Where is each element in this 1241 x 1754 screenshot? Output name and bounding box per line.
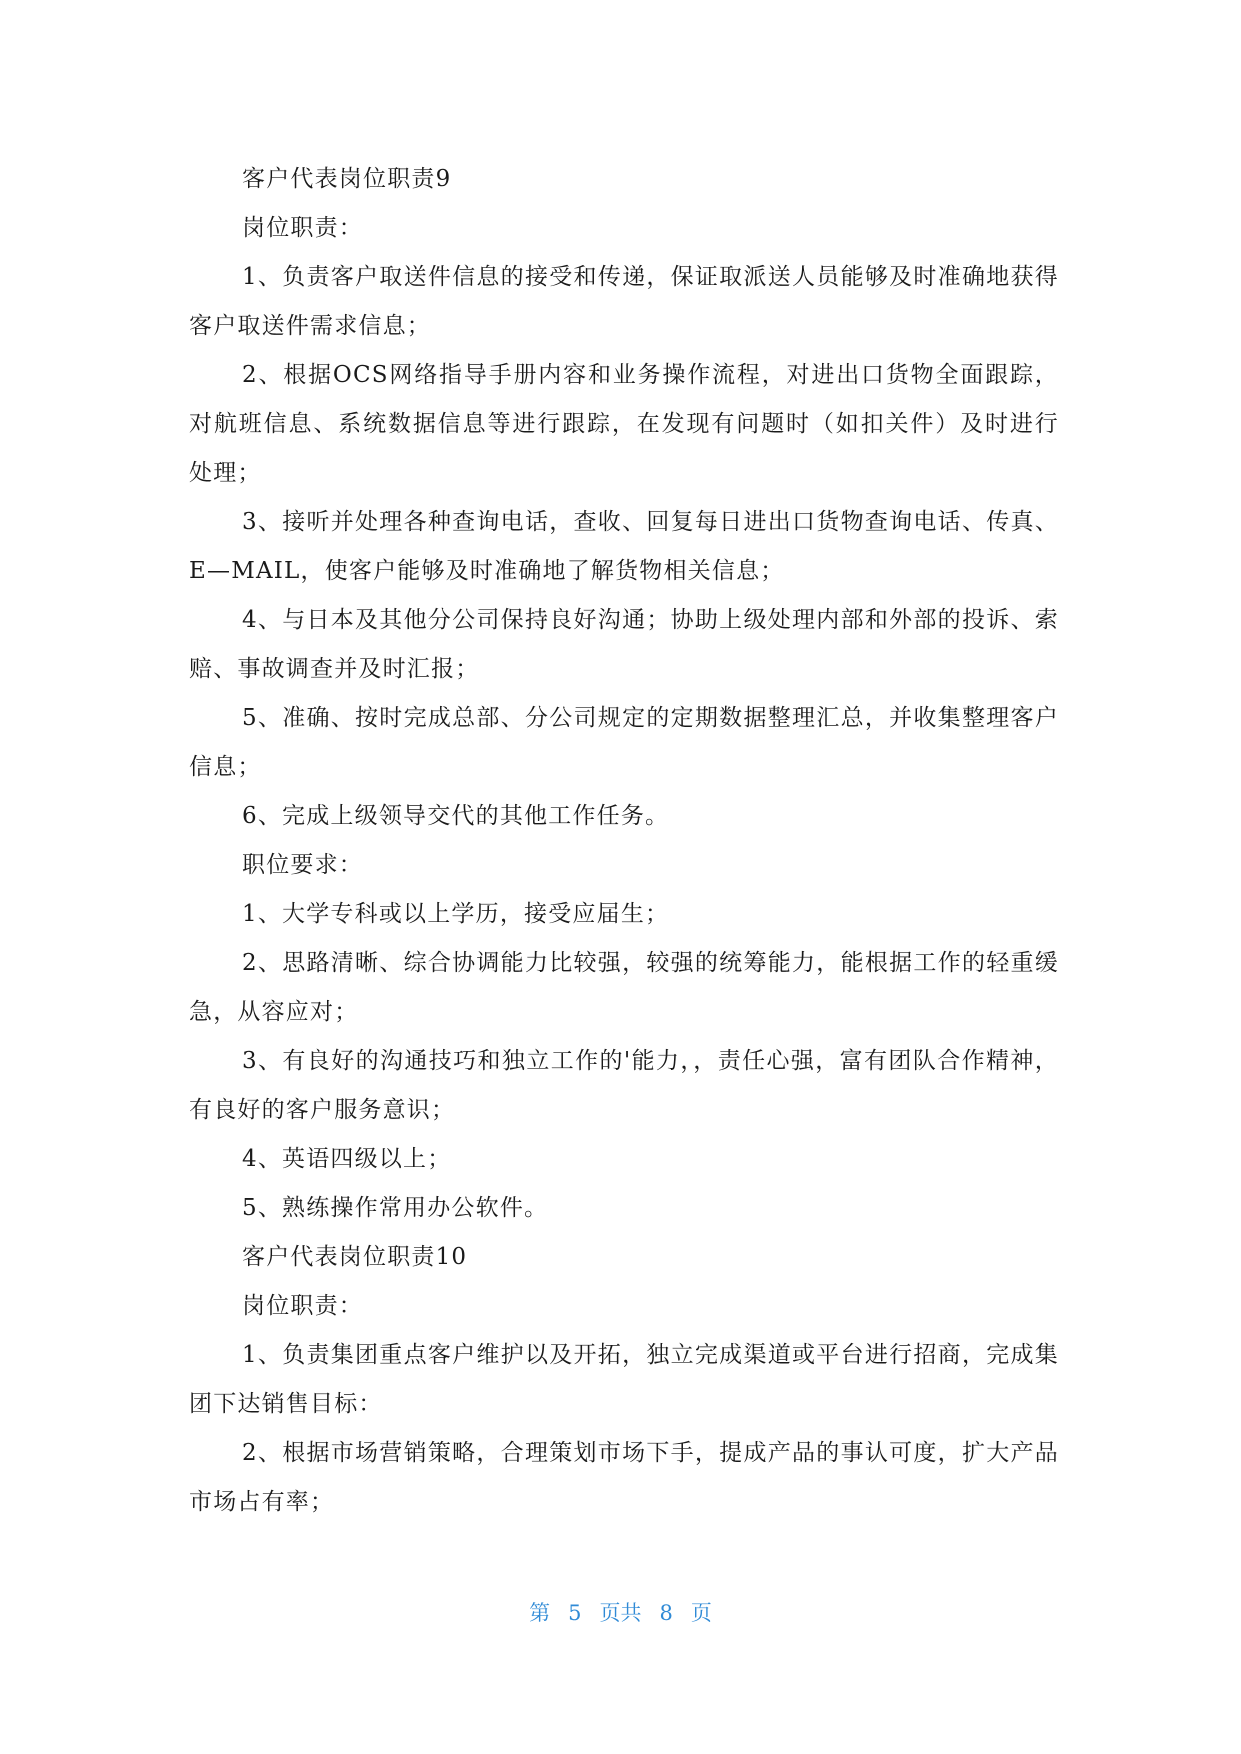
document-body — [189, 155, 1059, 1527]
requirements-heading: 职位要求： — [242, 852, 363, 878]
duty-item: 1、负责集团重点客户维护以及开拓，独立完成渠道或平台进行招商，完成集团下达销售目标： — [189, 1342, 1059, 1417]
requirement-item: 4、英语四级以上； — [242, 1146, 452, 1172]
duty-item: 3、接听并处理各种查询电话，查收、回复每日进出口货物查询电话、传真、E—MAIL，使客户能够及时准确地了解货物相关信息； — [189, 509, 1059, 584]
page-number-footer — [0, 1598, 1241, 1628]
footer-total-pages: 8 — [659, 1601, 673, 1625]
footer-prefix: 第 — [529, 1601, 551, 1625]
requirement-item: 2、思路清晰、综合协调能力比较强，较强的统筹能力，能根据工作的轻重缓急，从容应对； — [189, 950, 1059, 1025]
requirement-item: 3、有良好的沟通技巧和独立工作的'能力，，责任心强，富有团队合作精神，有良好的客户服务意识； — [189, 1048, 1059, 1123]
requirement-item: 5、熟练操作常用办公软件。 — [242, 1195, 549, 1221]
duty-item: 2、根据OCS网络指导手册内容和业务操作流程，对进出口货物全面跟踪，对航班信息、系统数据信息等进行跟踪，在发现有问题时（如扣关件）及时进行处理； — [189, 362, 1059, 486]
footer-suffix: 页 — [690, 1601, 712, 1625]
footer-current-page: 5 — [568, 1601, 582, 1625]
duty-item: 1、负责客户取送件信息的接受和传递，保证取派送人员能够及时准确地获得客户取送件需求信息； — [189, 264, 1059, 339]
footer-middle: 页共 — [599, 1601, 642, 1625]
duty-item: 5、准确、按时完成总部、分公司规定的定期数据整理汇总，并收集整理客户信息； — [189, 705, 1059, 780]
requirement-item: 1、大学专科或以上学历，接受应届生； — [242, 901, 670, 927]
duty-item: 6、完成上级领导交代的其他工作任务。 — [242, 803, 670, 829]
section-title-9: 客户代表岗位职责9 — [242, 166, 452, 192]
section-title-10: 客户代表岗位职责10 — [242, 1244, 468, 1270]
duty-item: 2、根据市场营销策略，合理策划市场下手，提成产品的事认可度，扩大产品市场占有率； — [189, 1440, 1059, 1515]
duty-item: 4、与日本及其他分公司保持良好沟通；协助上级处理内部和外部的投诉、索赔、事故调查并及时汇报； — [189, 607, 1059, 682]
duties-heading: 岗位职责： — [242, 1293, 363, 1319]
duties-heading: 岗位职责： — [242, 215, 363, 241]
